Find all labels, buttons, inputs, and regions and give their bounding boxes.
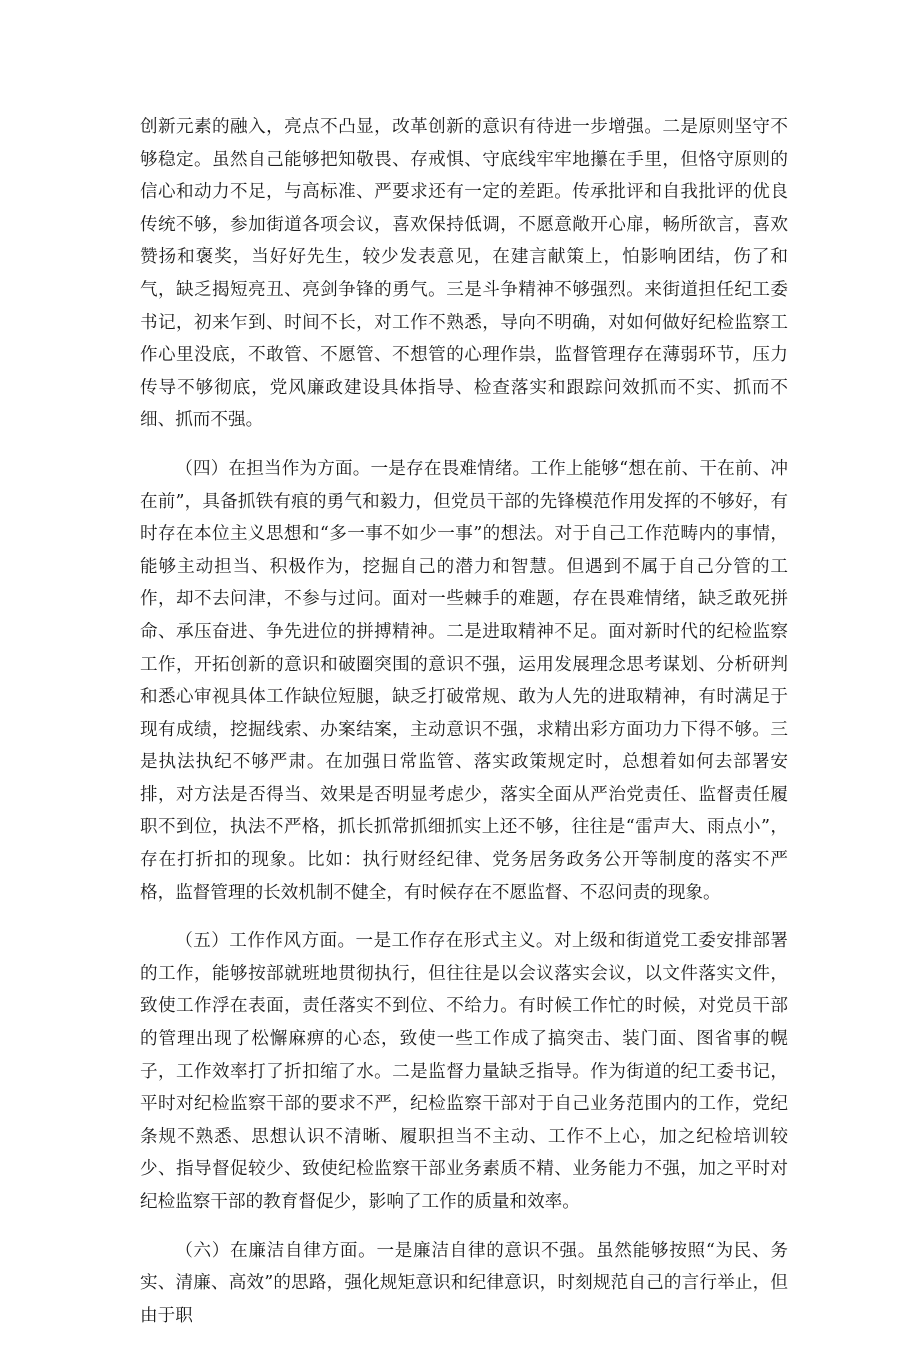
paragraph-continuation: 创新元素的融入，亮点不凸显，改革创新的意识有待进一步增强。二是原则坚守不够稳定。虽然自己能够把知敬畏、存戒惧、守底线牢牢地攥在手里，但恪守原则的信心和动力不足，与高标准、严要求还有一定的差距。传承批评和自我批评的优良传统不够，参加街道各项会议，喜欢保持低调，不愿意敞开心扉，畅所欲言，喜欢赞扬和褒奖，当好好先生，较少发表意见，在建言献策上，怕影响团结，伤了和气，缺乏揭短亮丑、亮剑争锋的勇气。三是斗争精神不够强烈。来街道担任纪工委书记，初来乍到、时间不长，对工作不熟悉，导向不明确，对如何做好纪检监察工作心里没底，不敢管、不愿管、不想管的心理作祟，监督管理存在薄弱环节，压力传导不够彻底，党风廉政建设具体指导、检查落实和跟踪问效抓而不实、抓而不细、抓而不强。 [140, 117, 788, 431]
paragraph-section-4: （四）在担当作为方面。一是存在畏难情绪。工作上能够“想在前、干在前、冲在前”，具备抓铁有痕的勇气和毅力，但党员干部的先锋模范作用发挥的不够好，有时存在本位主义思想和“多一事不如少一事”的想法。对于自己工作范畴内的事情，能够主动担当、积极作为，挖掘自己的潜力和智慧。但遇到不属于自己分管的工作，却不去问津，不参与过问。面对一些棘手的难题，存在畏难情绪，缺乏敢死拼命、承压奋进、争先进位的拼搏精神。二是进取精神不足。面对新时代的纪检监察工作，开拓创新的意识和破圈突围的意识不强，运用发展理念思考谋划、分析研判和悉心审视具体工作缺位短腿，缺乏打破常规、敢为人先的进取精神，有时满足于现有成绩，挖掘线索、办案结案，主动意识不强，求精出彩方面功力下得不够。三是执法执纪不够严肃。在加强日常监管、落实政策规定时，总想着如何去部署安排，对方法是否得当、效果是否明显考虑少，落实全面从严治党责任、监督责任履职不到位，执法不严格，抓长抓常抓细抓实上还不够，往往是“雷声大、雨点小”，存在打折扣的现象。比如：执行财经纪律、党务居务政务公开等制度的落实不严格，监督管理的长效机制不健全，有时候存在不愿监督、不忍问责的现象。 [140, 458, 788, 903]
paragraph-section-5: （五）工作作风方面。一是工作存在形式主义。对上级和街道党工委安排部署的工作，能够按部就班地贯彻执行，但往往是以会议落实会议，以文件落实文件，致使工作浮在表面，责任落实不到位、不给力。有时候工作忙的时候，对党员干部的管理出现了松懈麻痹的心态，致使一些工作成了搞突击、装门面、图省事的幌子，工作效率打了折扣缩了水。二是监督力量缺乏指导。作为街道的纪工委书记，平时对纪检监察干部的要求不严，纪检监察干部对于自己业务范围内的工作，党纪条规不熟悉、思想认识不清晰、履职担当不主动、工作不上心，加之纪检培训较少、指导督促较少、致使纪检监察干部业务素质不精、业务能力不强，加之平时对纪检监察干部的教育督促少，影响了工作的质量和效率。 [140, 931, 788, 1212]
document-body [140, 111, 788, 1348]
paragraph-section-6: （六）在廉洁自律方面。一是廉洁自律的意识不强。虽然能够按照“为民、务实、清廉、高效”的思路，强化规矩意识和纪律意识，时刻规范自己的言行举止，但由于职 [140, 1240, 788, 1326]
